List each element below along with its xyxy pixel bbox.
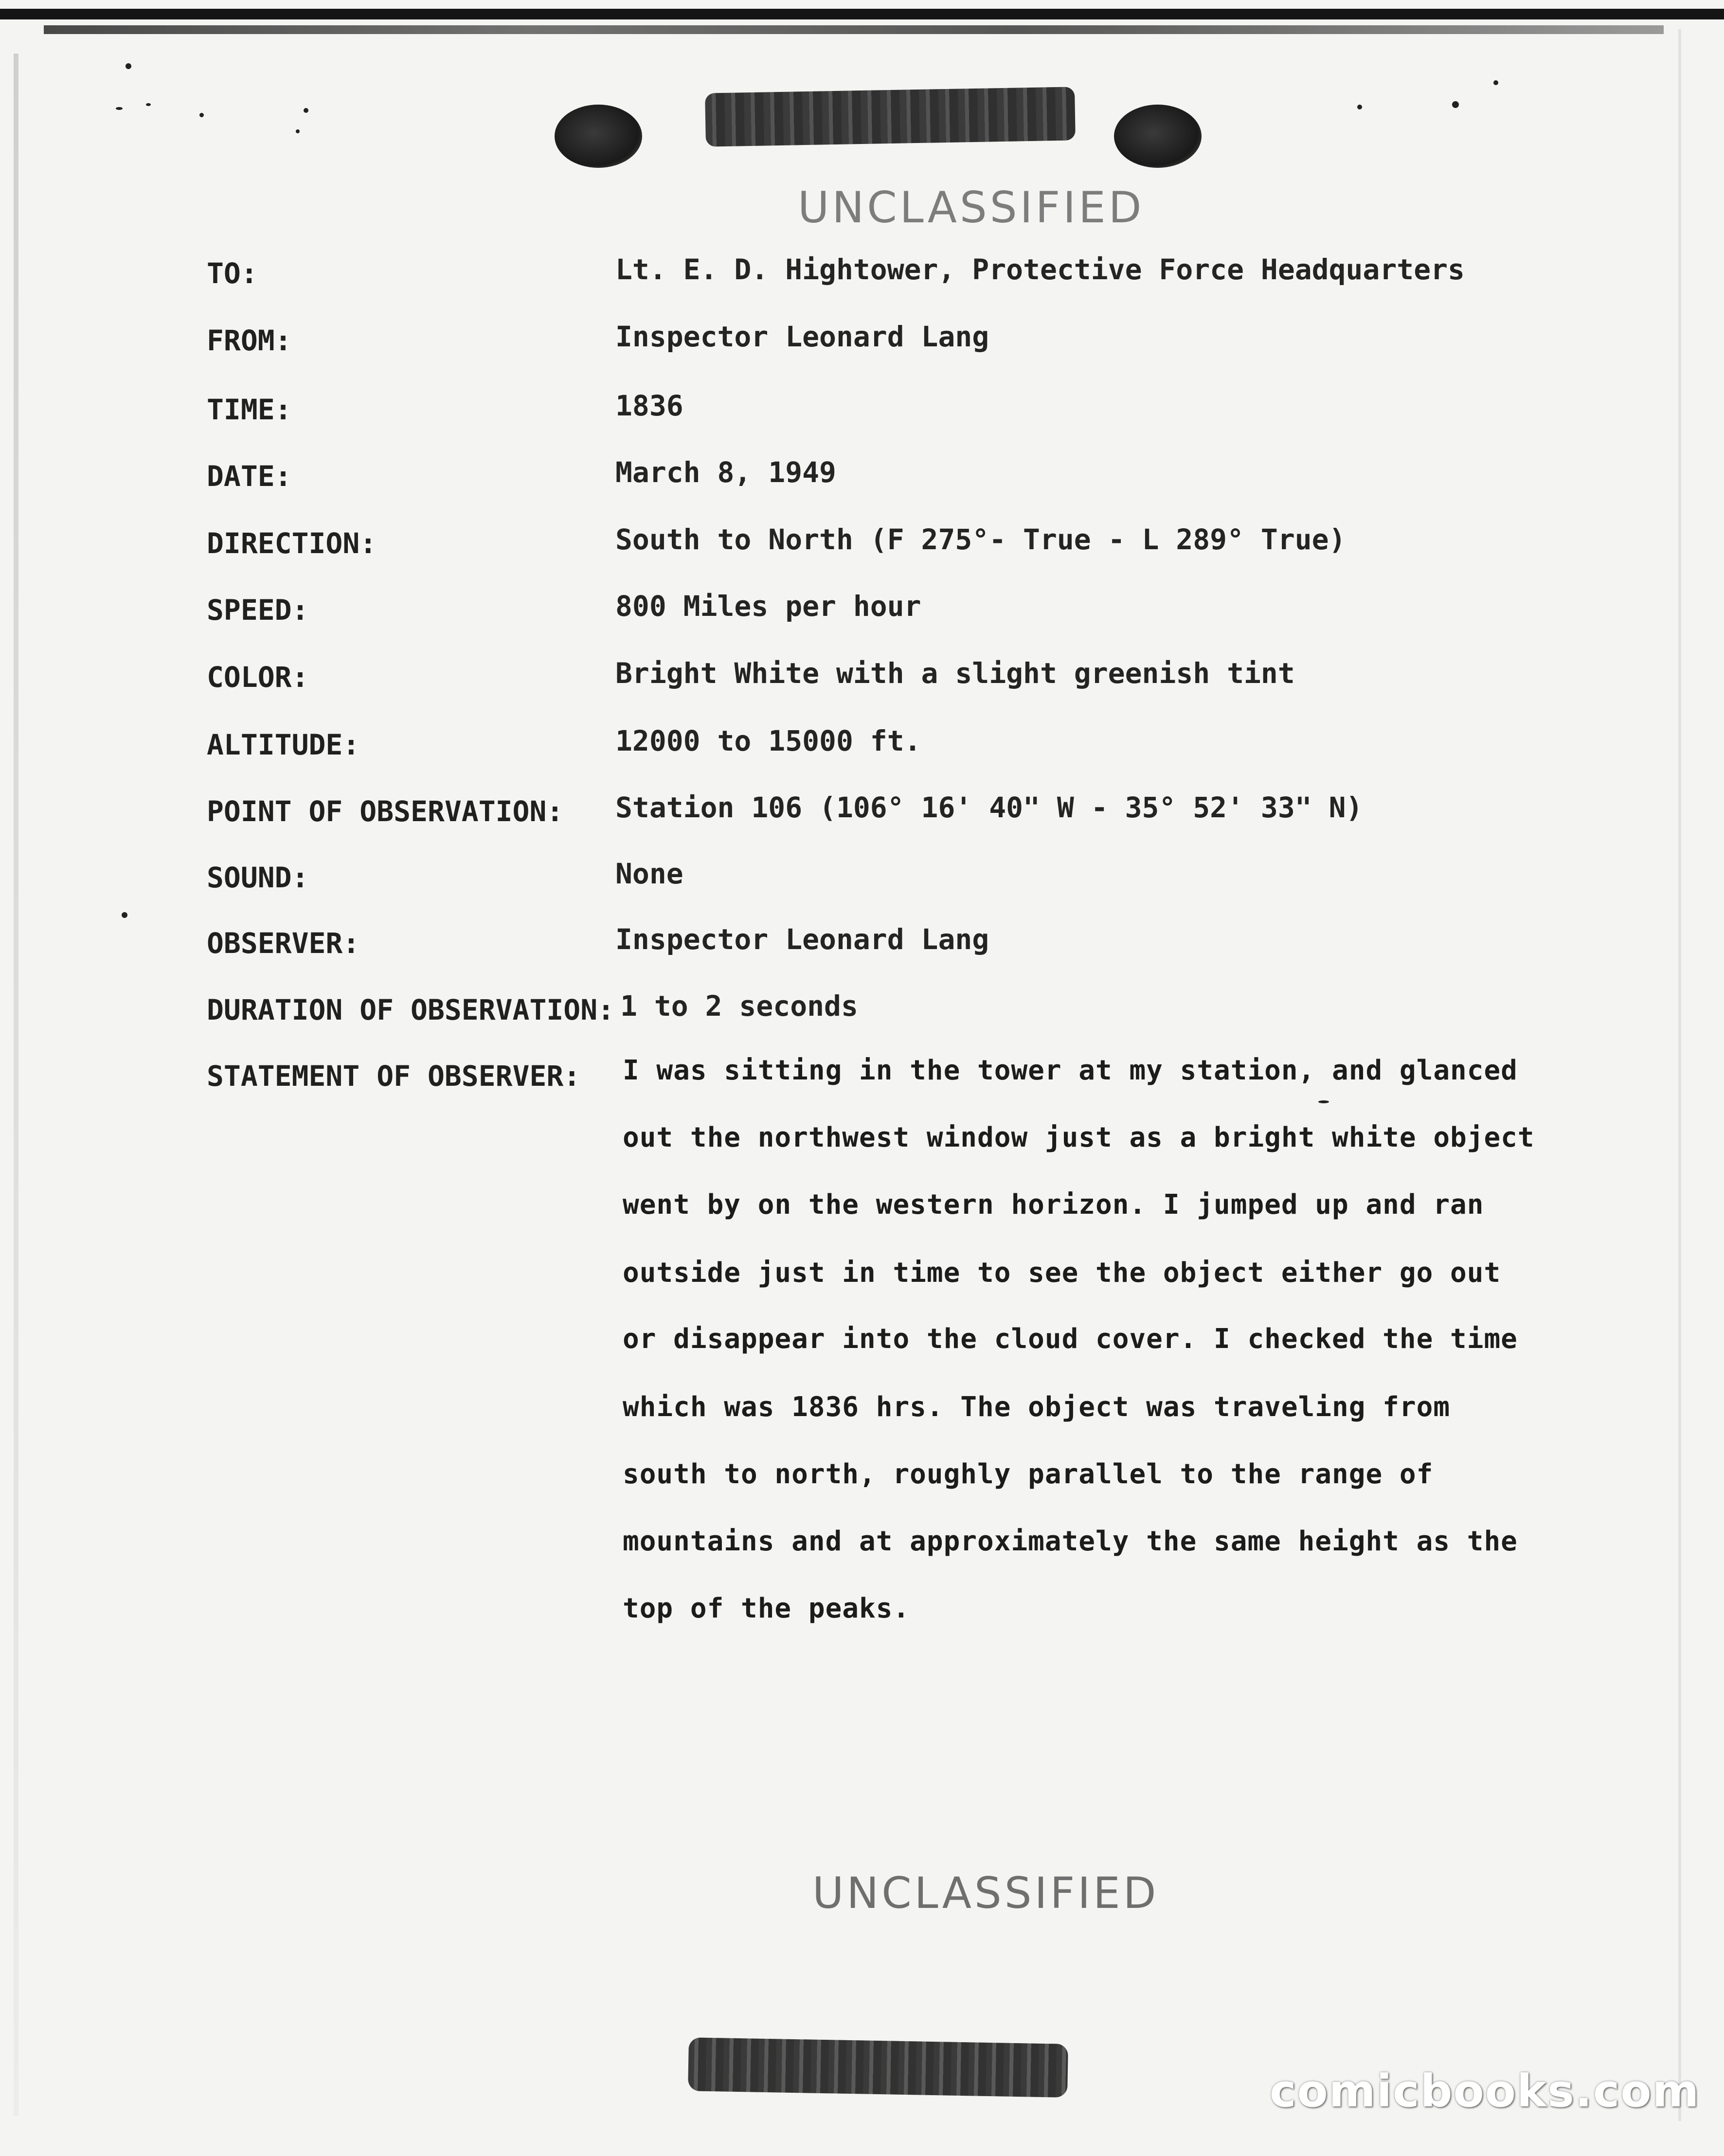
field-value-date: March 8, 1949	[615, 456, 836, 489]
statement-line: out the northwest window just as a bright white object	[623, 1122, 1535, 1153]
statement-line: which was 1836 hrs. The object was traveling from	[623, 1391, 1451, 1423]
field-value-color: Bright White with a slight greenish tint	[615, 657, 1295, 690]
scan-speck	[116, 107, 123, 110]
watermark: comicbooks.com	[1270, 2065, 1700, 2117]
field-value-point-of-observation: Station 106 (106° 16' 40" W - 35° 52' 33" N)	[615, 791, 1363, 824]
statement-line: south to north, roughly parallel to the range of	[623, 1458, 1434, 1490]
scan-right-edge	[1678, 29, 1681, 2121]
scan-speck	[126, 63, 131, 69]
field-label-duration: DURATION OF OBSERVATION:	[207, 993, 615, 1026]
field-label-point-of-observation: POINT OF OBSERVATION:	[207, 795, 564, 828]
field-value-speed: 800 Miles per hour	[615, 590, 921, 623]
redaction-bar-bottom	[688, 2037, 1068, 2098]
field-label-from: FROM:	[207, 324, 292, 357]
classification-stamp-top: UNCLASSIFIED	[798, 182, 1145, 233]
scan-speck	[1493, 80, 1498, 85]
field-value-direction: South to North (F 275°- True - L 289° True)	[615, 523, 1346, 556]
punch-hole-right	[1114, 105, 1202, 168]
field-label-time: TIME:	[207, 393, 292, 426]
scan-speck	[122, 912, 127, 918]
statement-line: I was sitting in the tower at my station, and glanced	[623, 1055, 1518, 1086]
scan-speck	[199, 113, 204, 117]
field-label-color: COLOR:	[207, 661, 309, 694]
field-label-observer: OBSERVER:	[207, 927, 360, 960]
scan-speck	[304, 108, 308, 113]
scan-speck	[1357, 105, 1362, 109]
scan-top-border-secondary	[44, 25, 1664, 34]
field-label-date: DATE:	[207, 460, 292, 493]
field-value-observer: Inspector Leonard Lang	[615, 923, 989, 956]
field-value-sound: None	[615, 857, 683, 890]
scan-speck	[146, 103, 151, 106]
field-label-sound: SOUND:	[207, 861, 309, 894]
scan-left-edge	[14, 54, 18, 2116]
redaction-bar-top	[705, 87, 1076, 146]
statement-line: went by on the western horizon. I jumped up and ran	[623, 1189, 1484, 1221]
field-label-statement: STATEMENT OF OBSERVER:	[207, 1060, 581, 1093]
scan-speck	[296, 129, 300, 133]
punch-hole-left	[555, 105, 642, 168]
statement-line: top of the peaks.	[623, 1593, 910, 1624]
field-value-from: Inspector Leonard Lang	[615, 320, 989, 353]
field-label-speed: SPEED:	[207, 593, 309, 627]
classification-stamp-bottom: UNCLASSIFIED	[812, 1868, 1159, 1918]
scan-speck	[1452, 101, 1459, 108]
field-value-to: Lt. E. D. Hightower, Protective Force Headquarters	[615, 253, 1465, 286]
field-label-to: TO:	[207, 257, 258, 290]
field-label-altitude: ALTITUDE:	[207, 728, 360, 761]
statement-line: mountains and at approximately the same height as the	[623, 1526, 1518, 1557]
field-value-altitude: 12000 to 15000 ft.	[615, 724, 921, 757]
scan-speck	[1318, 1100, 1329, 1103]
field-value-duration: 1 to 2 seconds	[620, 989, 858, 1023]
statement-line: or disappear into the cloud cover. I checked the time	[623, 1323, 1518, 1355]
scan-top-border	[0, 9, 1724, 19]
field-value-time: 1836	[615, 389, 683, 422]
statement-line: outside just in time to see the object either go out	[623, 1257, 1501, 1289]
field-label-direction: DIRECTION:	[207, 527, 377, 560]
